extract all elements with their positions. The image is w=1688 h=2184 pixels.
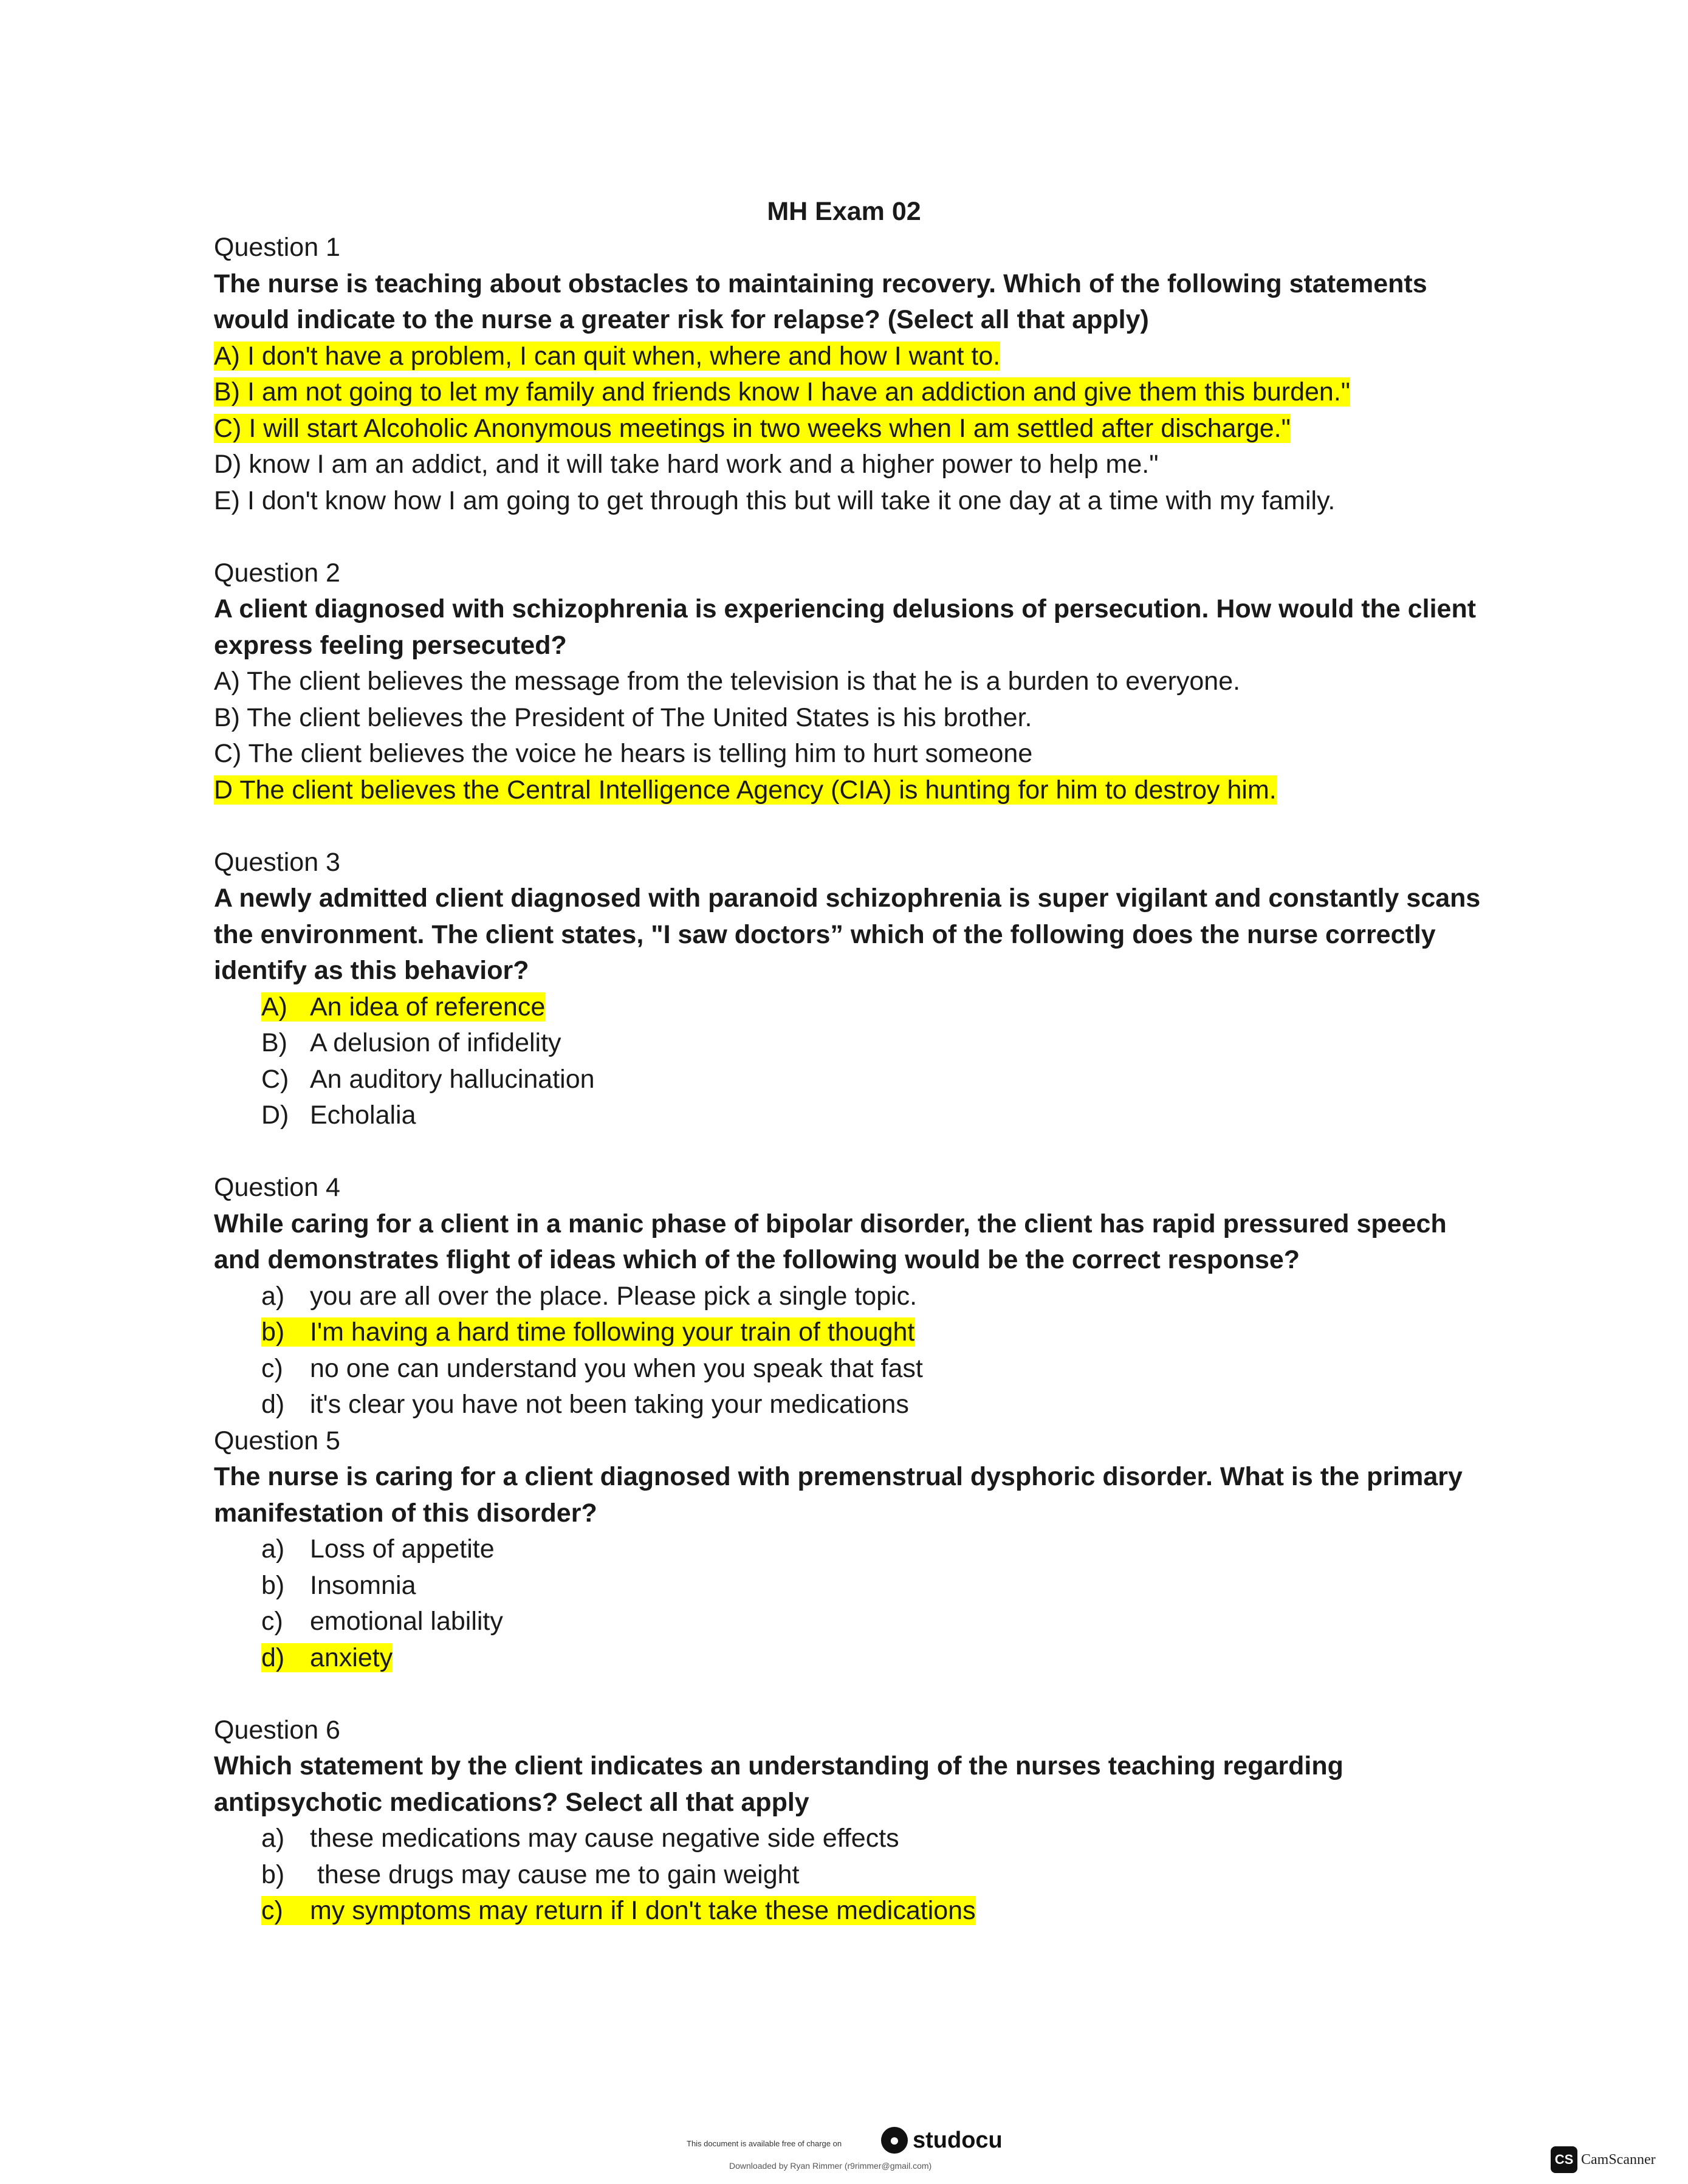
answer-option (214, 1387, 1490, 1423)
answer-option (214, 1568, 1490, 1604)
option-text: A delusion of infidelity (310, 1028, 561, 1057)
option-marker: a) (261, 1534, 285, 1564)
question-text: The nurse is teaching about obstacles to maintaining recovery. Which of the following statements would indicate to the nurse a greater risk for relapse? (Select all that apply) (214, 269, 1427, 334)
option-text: no one can understand you when you speak that fast (310, 1353, 923, 1383)
question-4 (214, 1170, 1490, 1423)
option-text: I'm having a hard time following your train of thought (310, 1317, 915, 1347)
answer-option (214, 1351, 1490, 1387)
option-text: anxiety (310, 1643, 393, 1672)
answer-option (214, 1857, 1490, 1894)
question-label: Question 2 (214, 558, 340, 588)
answer-option: A) The client believes the message from the television is that he is a burden to everyone. (214, 667, 1241, 696)
answer-option-highlighted (261, 1317, 914, 1347)
option-text: it's clear you have not been taking your medications (310, 1390, 909, 1419)
answer-option (214, 1025, 1490, 1062)
answer-option (214, 1531, 1490, 1568)
footer-download-note: Downloaded by Ryan Rimmer (r9rimmer@gmail.com) (729, 2161, 932, 2171)
answer-option-highlighted: A) I don't have a problem, I can quit when, where and how I want to. (214, 341, 1001, 371)
answer-option: D) know I am an addict, and it will take hard work and a higher power to help me." (214, 450, 1159, 479)
option-marker: b) (261, 1570, 285, 1600)
question-2 (214, 555, 1490, 809)
footer-availability-note: This document is available free of charge on (687, 2139, 842, 2148)
question-list (214, 230, 1490, 1929)
option-marker: b) (261, 1859, 285, 1889)
option-marker: c) (261, 1607, 283, 1636)
option-marker: c) (261, 1896, 283, 1925)
question-label: Question 3 (214, 847, 340, 877)
question-label: Question 1 (214, 233, 340, 262)
answer-option-highlighted: B) I am not going to let my family and friends know I have an addiction and give them this burden." (214, 377, 1351, 407)
option-text: these medications may cause negative side effects (310, 1824, 899, 1853)
option-text: you are all over the place. Please pick a single topic. (310, 1281, 918, 1311)
question-label: Question 4 (214, 1173, 340, 1202)
answer-option: B) The client believes the President of The United States is his brother. (214, 702, 1032, 732)
option-marker: d) (261, 1390, 285, 1419)
camscanner-watermark (1551, 2146, 1656, 2173)
option-text: these drugs may cause me to gain weight (310, 1859, 800, 1889)
option-text: Loss of appetite (310, 1534, 495, 1564)
question-3 (214, 845, 1490, 1134)
option-text: An idea of reference (310, 992, 546, 1022)
answer-option: E) I don't know how I am going to get through this but will take it one day at a time with my family. (214, 486, 1336, 515)
option-marker: C) (261, 1064, 289, 1094)
question-label: Question 5 (214, 1426, 340, 1455)
question-text: A client diagnosed with schizophrenia is experiencing delusions of persecution. How would the client express feeling persecuted? (214, 594, 1477, 660)
option-marker: A) (261, 992, 287, 1022)
question-text: Which statement by the client indicates an understanding of the nurses teaching regarding antipsychotic medications? Select all that apply (214, 1751, 1343, 1817)
question-text: A newly admitted client diagnosed with paranoid schizophrenia is super vigilant and constantly scans the environment. The client states, "I saw doctors” which of the following does the nurse correctly identify as this behavior? (214, 884, 1481, 985)
answer-option-highlighted (261, 1896, 976, 1925)
studocu-icon: ● (881, 2127, 908, 2154)
option-marker: c) (261, 1353, 283, 1383)
option-marker: B) (261, 1028, 287, 1057)
option-marker: a) (261, 1281, 285, 1311)
answer-option-highlighted (261, 992, 545, 1022)
answer-option-highlighted: D The client believes the Central Intelligence Agency (CIA) is hunting for him to destroy him. (214, 775, 1277, 805)
answer-option (214, 1279, 1490, 1315)
camscanner-label: CamScanner (1581, 2151, 1656, 2168)
studocu-logo[interactable] (881, 2127, 1003, 2154)
question-label: Question 6 (214, 1715, 340, 1745)
question-1 (214, 230, 1490, 519)
option-text: emotional lability (310, 1607, 503, 1636)
option-marker: b) (261, 1317, 285, 1347)
option-text: An auditory hallucination (310, 1064, 595, 1094)
answer-option (214, 1604, 1490, 1640)
option-text: Echolalia (310, 1101, 416, 1130)
answer-option: C) The client believes the voice he hears is telling him to hurt someone (214, 739, 1033, 768)
option-marker: a) (261, 1824, 285, 1853)
studocu-wordmark: studocu (913, 2127, 1003, 2153)
camscanner-icon: CS (1551, 2146, 1577, 2173)
answer-option-highlighted: C) I will start Alcoholic Anonymous meetings in two weeks when I am settled after discharge." (214, 413, 1291, 443)
option-marker: D) (261, 1101, 289, 1130)
answer-option (214, 1821, 1490, 1857)
answer-option (214, 1062, 1490, 1098)
option-text: Insomnia (310, 1570, 416, 1600)
option-marker: d) (261, 1643, 285, 1672)
question-6 (214, 1712, 1490, 1929)
document-title: MH Exam 02 (767, 197, 921, 226)
question-text: The nurse is caring for a client diagnosed with premenstrual dysphoric disorder. What is the primary manifestation of this disorder? (214, 1462, 1463, 1528)
question-text: While caring for a client in a manic phase of bipolar disorder, the client has rapid pressured speech and demonstrates flight of ideas which of the following would be the correct response? (214, 1209, 1447, 1274)
answer-option-highlighted (261, 1643, 393, 1672)
option-text: my symptoms may return if I don't take these medications (310, 1896, 976, 1925)
answer-option (214, 1097, 1490, 1134)
question-5 (214, 1423, 1490, 1677)
